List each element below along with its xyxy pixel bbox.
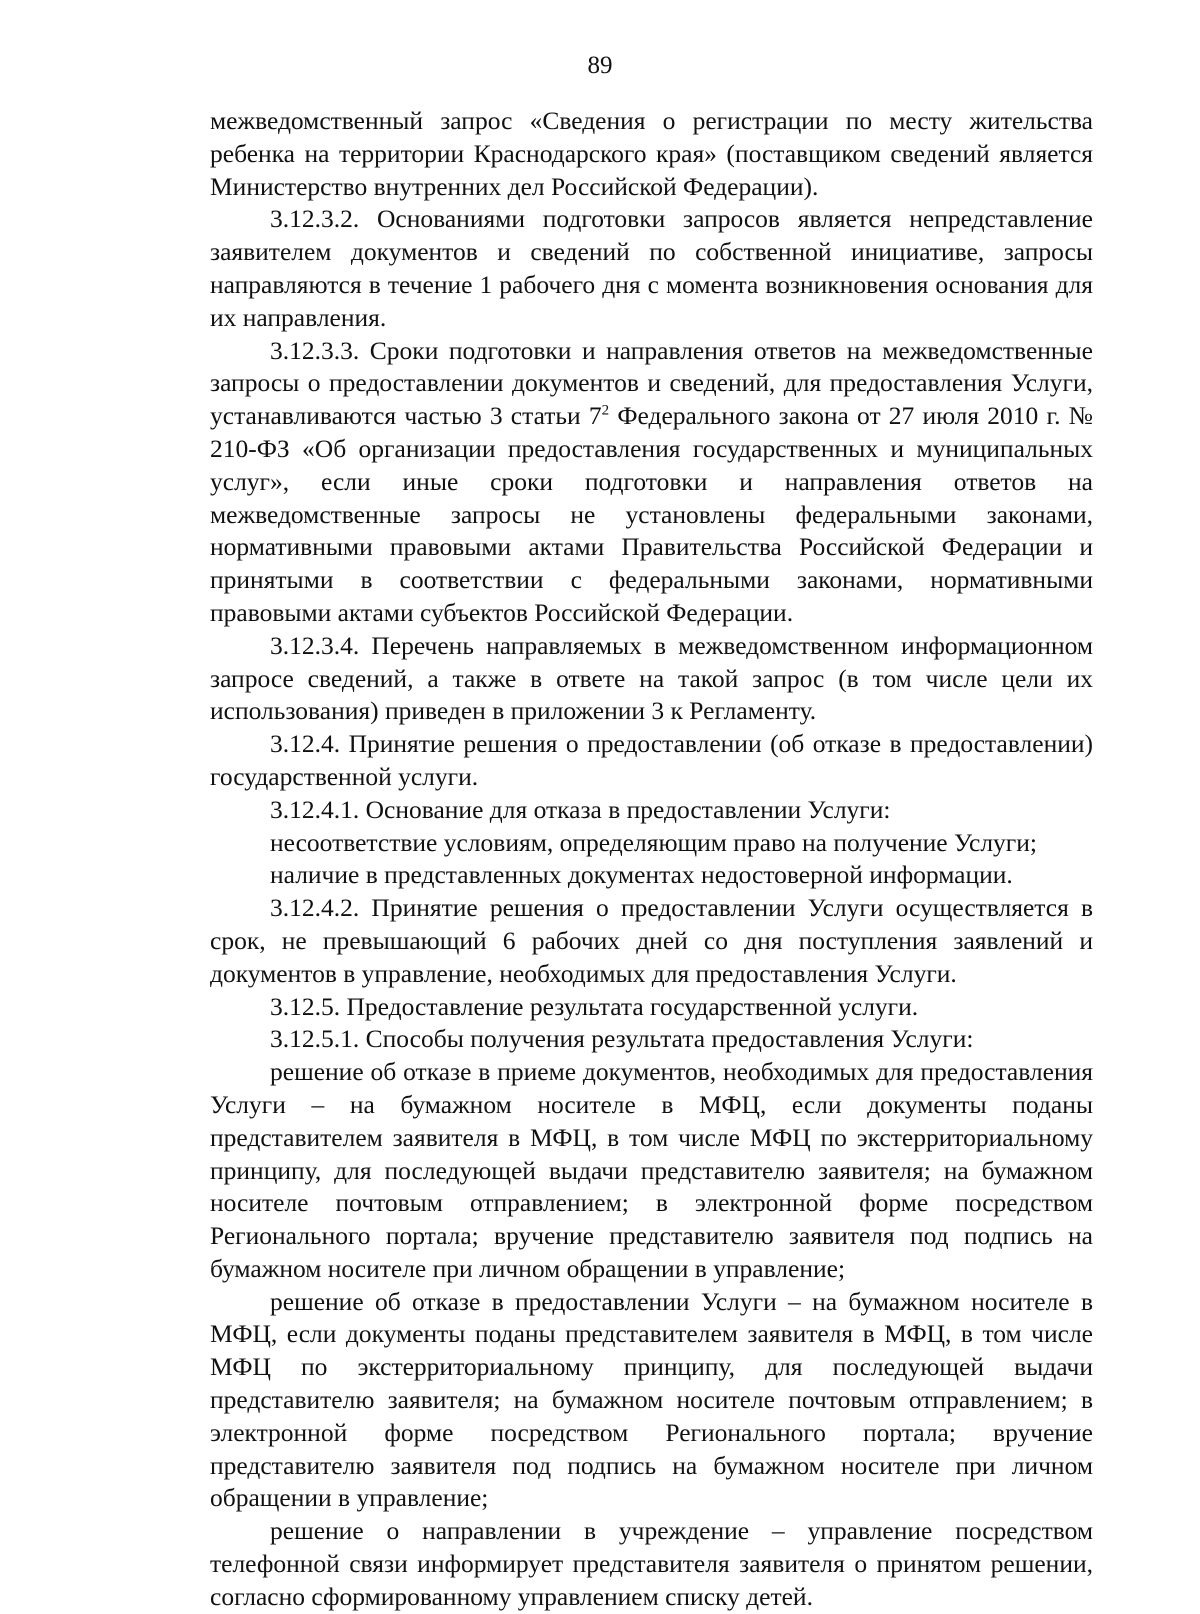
paragraph-3-12-3-3: [210, 335, 1093, 630]
paragraph-3-12-4: 3.12.4. Принятие решения о предоставлении (об отказе в предоставлении) государственной услуги.: [210, 729, 1093, 791]
list-item-refusal-acceptance: решение об отказе в приеме документов, необходимых для предоставления Услуги – на бумажном носителе в МФЦ, если документы поданы представителем заявителя в МФЦ, в том числе МФЦ по экстерриториальному принципу, для последующей выдачи представителю заявителя; на бумажном носителе почтовым отправлением; в электронной форме посредством Регионального портала; вручение представителю заявителя под подпись на бумажном носителе при личном обращении в управление;: [210, 1057, 1093, 1283]
paragraph-mvd-request: межведомственный запрос «Сведения о регистрации по месту жительства ребенка на территории Краснодарского края» (поставщиком сведений является Министерство внутренних дел Российской Федерации).: [210, 106, 1093, 201]
list-item-noncompliance: несоответствие условиям, определяющим право на получение Услуги;: [270, 827, 1037, 857]
paragraph-3-12-3-3-part2: Федерального закона от 27 июля 2010 г. № 210-ФЗ «Об организации предоставления государственных и муниципальных услуг», если иные сроки подготовки и направления ответов на межведомственные запросы не установлены федеральными законами, нормативными правовыми актами Правительства Российской Федерации и принятыми в соответствии с федеральными законами, нормативными правовыми актами субъектов Российской Федерации.: [210, 401, 1093, 627]
paragraph-3-12-5-1: 3.12.5.1. Способы получения результата предоставления Услуги:: [270, 1024, 974, 1054]
superscript-2: 2: [601, 402, 610, 419]
page-number: 89: [587, 52, 613, 79]
paragraph-3-12-4-1: 3.12.4.1. Основание для отказа в предоставлении Услуги:: [270, 794, 891, 824]
list-item-false-info: наличие в представленных документах недостоверной информации.: [270, 860, 1013, 890]
document-body: [210, 105, 1093, 1614]
paragraph-3-12-5: 3.12.5. Предоставление результата государственной услуги.: [270, 991, 919, 1021]
list-item-refusal-service: решение об отказе в предоставлении Услуги – на бумажном носителе в МФЦ, если документы поданы представителем заявителя в МФЦ, в том числе МФЦ по экстерриториальному принципу, для последующей выдачи представителю заявителя; на бумажном носителе почтовым отправлением; в электронной форме посредством Регионального портала; вручение представителю заявителя под подпись на бумажном носителе при личном обращении в управление;: [210, 1286, 1093, 1513]
paragraph-3-12-3-3-part1: 3.12.3.3. Сроки подготовки и направления ответов на межведомственные запросы о предоставлении документов и сведений, для предоставления Услуги, устанавливаются частью 3 статьи 7: [210, 335, 1093, 431]
paragraph-3-12-3-4: 3.12.3.4. Перечень направляемых в межведомственном информационном запросе сведений, а также в ответе на такой запрос (в том числе цели их использования) приведен в приложении 3 к Регламенту.: [210, 630, 1093, 726]
paragraph-3-12-3-2: 3.12.3.2. Основаниями подготовки запросов является непредставление заявителем документов и сведений по собственной инициативе, запросы направляются в течение 1 рабочего дня с момента возникновения основания для их направления.: [210, 204, 1093, 332]
list-item-referral-decision: решение о направлении в учреждение – управление посредством телефонной связи информирует представителя заявителя о принятом решении, согласно сформированному управлением списку детей.: [210, 1516, 1093, 1611]
paragraph-3-12-4-2: 3.12.4.2. Принятие решения о предоставлении Услуги осуществляется в срок, не превышающий 6 рабочих дней со дня поступления заявлений и документов в управление, необходимых для предоставления Услуги.: [210, 893, 1093, 988]
